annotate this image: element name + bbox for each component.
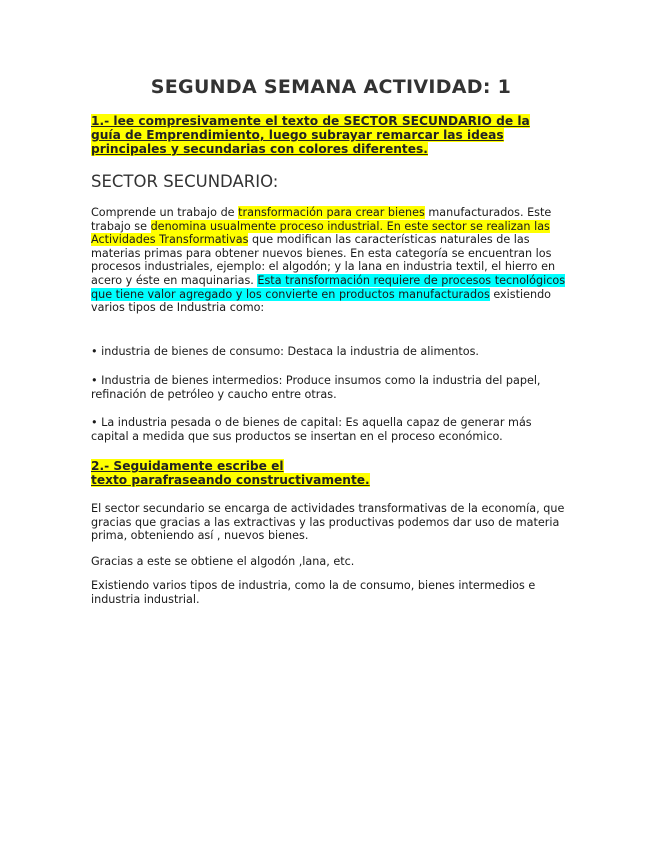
highlight-yellow-1: transformación para crear bienes [238, 206, 425, 219]
response-paragraph: Existiendo varios tipos de industria, como la de consumo, bienes intermedios e industria industrial. [91, 579, 536, 606]
instruction-2-line-1: 2.- Seguidamente escribe el [91, 459, 284, 473]
paragraph-text-1: Comprende un trabajo de [91, 206, 239, 219]
instruction-2-line-2: texto parafraseando constructivamente. [91, 473, 370, 487]
paragraph-text-3: que modifican las características naturales de las materias primas para obtener nuevos bienes. En esta categoría se encuentran los procesos industriales, ejemplo: el algodón; y la lana en industria textil, el hierro en acero y éste en maquinarias. [91, 233, 556, 287]
paragraph-text-4: existiendo varios tipos de Industria como: [91, 287, 552, 315]
section-heading: SECTOR SECUNDARIO: [91, 172, 279, 191]
instruction-2 [91, 459, 391, 487]
instruction-1-text: 1.- lee compresivamente el texto de SECTOR SECUNDARIO de la guía de Emprendimiento, luego subrayar remarcar las ideas principales y secundarias con colores diferentes. [91, 114, 530, 156]
page-title: SEGUNDA SEMANA ACTIVIDAD: 1 [150, 76, 512, 98]
bullet-item: • industria de bienes de consumo: Destaca la industria de alimentos. [91, 345, 479, 358]
highlight-cyan-1: Esta transformación requiere de procesos tecnológicos que tiene valor agregado y los convierte en productos manufacturados [91, 273, 566, 301]
bullet-item: • La industria pesada o de bienes de capital: Es aquella capaz de generar más capital a medida que sus productos se insertan en el proceso económico. [91, 416, 532, 443]
body-paragraph [91, 206, 569, 315]
response-paragraph: El sector secundario se encarga de actividades transformativas de la economía, que gracias que gracias a las extractivas y las productivas podemos dar uso de materia prima, obteniendo así , nuevos bienes. [91, 502, 565, 543]
highlight-yellow-2: denomina usualmente proceso industrial. En este sector se realizan las Actividades Transformativas [91, 219, 550, 247]
instruction-1 [91, 114, 546, 156]
bullet-item: • Industria de bienes intermedios: Produce insumos como la industria del papel, refinación de petróleo y caucho entre otras. [91, 374, 541, 401]
paragraph-text-2: manufacturados. Este trabajo se [91, 206, 552, 233]
response-paragraph: Gracias a este se obtiene el algodón ,lana, etc. [91, 555, 355, 568]
